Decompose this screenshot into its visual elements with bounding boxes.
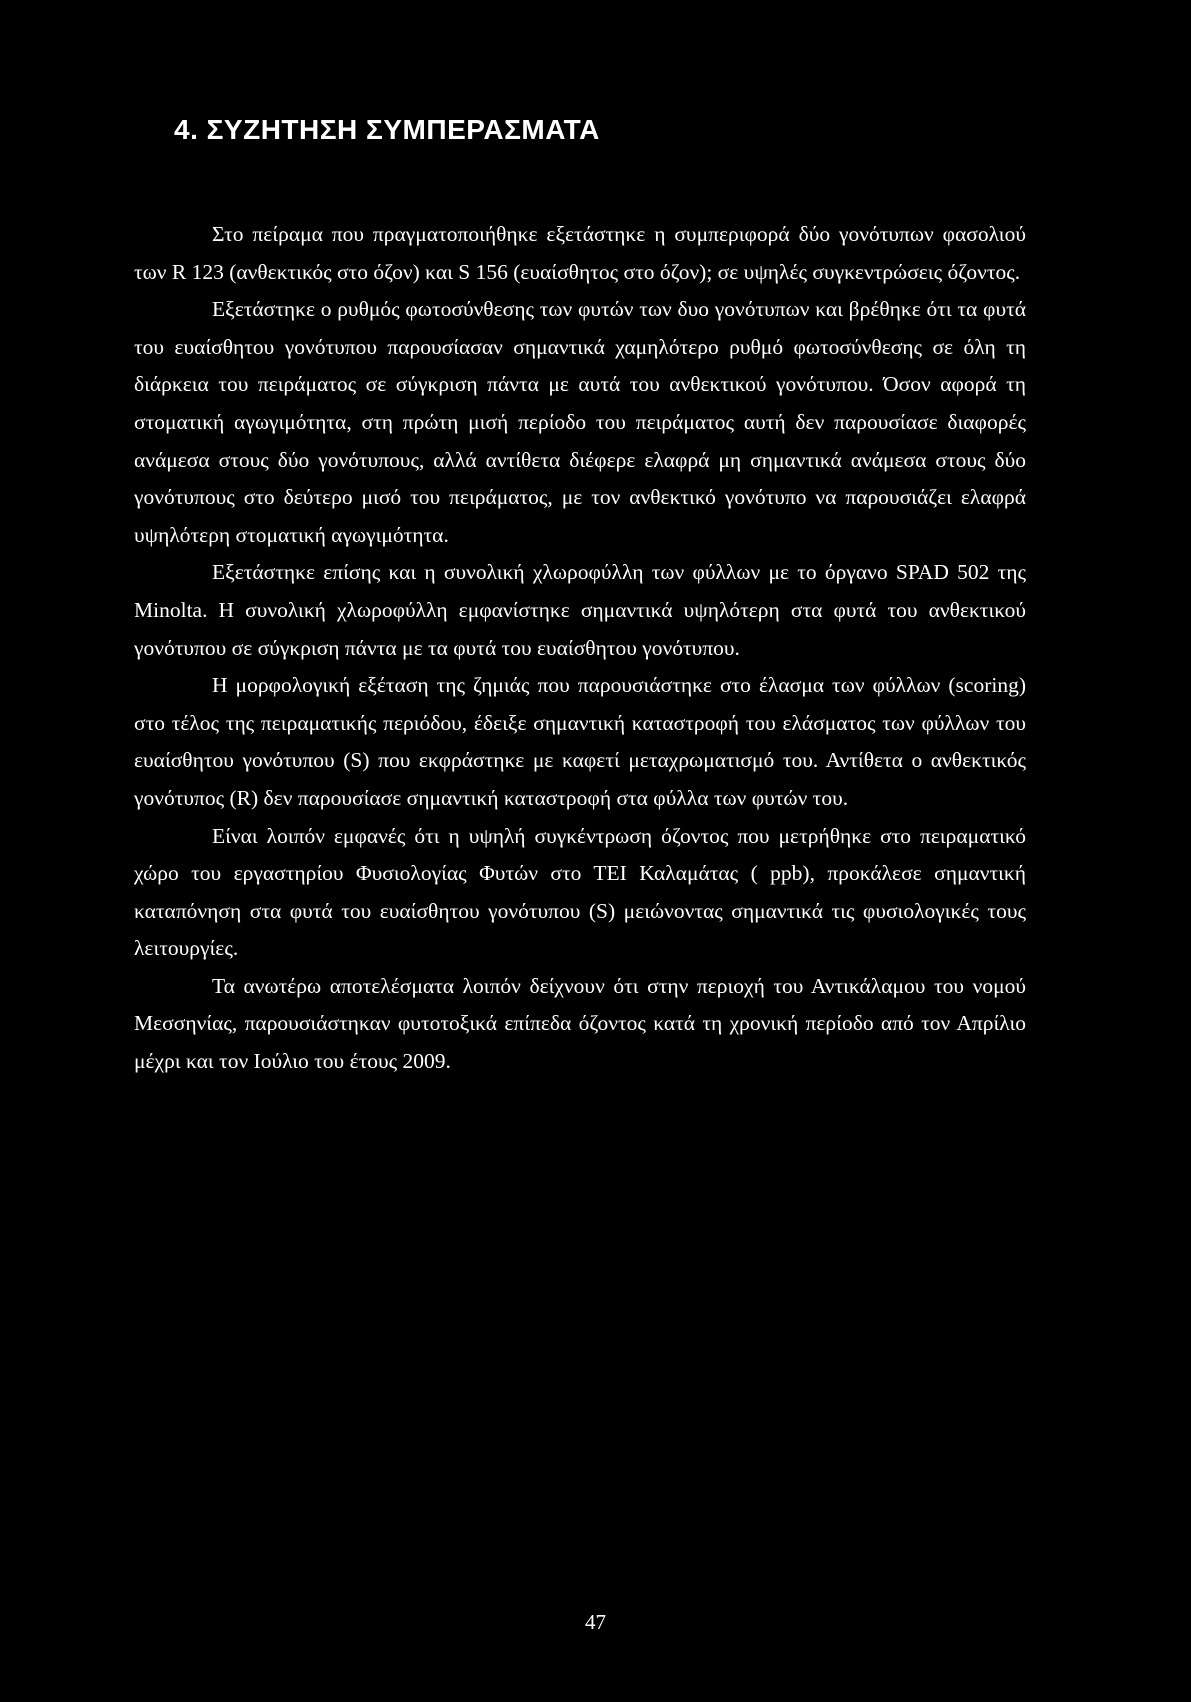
body-text <box>134 216 1026 1081</box>
paragraph-photosynthesis-conductance: Εξετάστηκε ο ρυθμός φωτοσύνθεσης των φυτών των δυο γονότυπων και βρέθηκε ότι τα φυτά του ευαίσθητου γονότυπου παρουσίασαν σημαντικά χαμηλότερο ρυθμό φωτοσύνθεσης σε όλη τη διάρκεια του πειράματος σε σύγκριση πάντα με αυτά του ανθεκτικού γονότυπου. Όσον αφορά τη στοματική αγωγιμότητα, στη πρώτη μισή περίοδο του πειράματος αυτή δεν παρουσίασε διαφορές ανάμεσα στους δύο γονότυπους, αλλά αντίθετα διέφερε ελαφρά μη σημαντικά ανάμεσα στους δύο γονότυπους στο δεύτερο μισό του πειράματος, με τον ανθεκτικό γονότυπο να παρουσιάζει ελαφρά υψηλότερη στοματική αγωγιμότητα. <box>134 297 1026 547</box>
page-number: 47 <box>585 1610 606 1634</box>
section-heading: 4. ΣΥΖΗΤΗΣΗ ΣΥΜΠΕΡΑΣΜΑΤΑ <box>174 114 600 145</box>
paragraph-chlorophyll: Εξετάστηκε επίσης και η συνολική χλωροφύλλη των φύλλων με το όργανο SPAD 502 της Minolta. Η συνολική χλωροφύλλη εμφανίστηκε σημαντικά υψηλότερη στα φυτά του ανθεκτικού γονότυπου σε σύγκριση πάντα με τα φυτά του ευαίσθητου γονότυπου. <box>134 560 1026 660</box>
paragraph-conclusion: Τα ανωτέρω αποτελέσματα λοιπόν δείχνουν ότι στην περιοχή του Αντικάλαμου του νομού Μεσσηνίας, παρουσιάστηκαν φυτοτοξικά επίπεδα όζοντος κατά τη χρονική περίοδο από τον Απρίλιο μέχρι και τον Ιούλιο του έτους 2009. <box>134 973 1026 1074</box>
paragraph-leaf-damage: Η μορφολογική εξέταση της ζημιάς που παρουσιάστηκε στο έλασμα των φύλλων (scoring) στο τέλος της πειραματικής περιόδου, έδειξε σημαντική καταστροφή του ελάσματος των φύλλων του ευαίσθητου γονότυπου (S) που εκφράστηκε με καφετί μεταχρωματισμό του. Αντίθετα ο ανθεκτικός γονότυπος (R) δεν παρουσίασε σημαντική καταστροφή στα φύλλα των φυτών του. <box>134 673 1026 810</box>
paragraph-study-overview: Στο πείραμα που πραγματοποιήθηκε εξετάστηκε η συμπεριφορά δύο γονότυπων φασολιού των R 123 (ανθεκτικός στο όζον) και S 156 (ευαίσθητος στο όζον); σε υψηλές συγκεντρώσεις όζοντος. <box>134 222 1026 284</box>
paragraph-ozone-stress: Είναι λοιπόν εμφανές ότι η υψηλή συγκέντρωση όζοντος που μετρήθηκε στο πειραματικό χώρο του εργαστηρίου Φυσιολογίας Φυτών στο ΤΕΙ Καλαμάτας ( ppb), προκάλεσε σημαντική καταπόνηση στα φυτά του ευαίσθητου γονότυπου (S) μειώνοντας σημαντικά τις φυσιολογικές τους λειτουργίες. <box>134 823 1026 961</box>
